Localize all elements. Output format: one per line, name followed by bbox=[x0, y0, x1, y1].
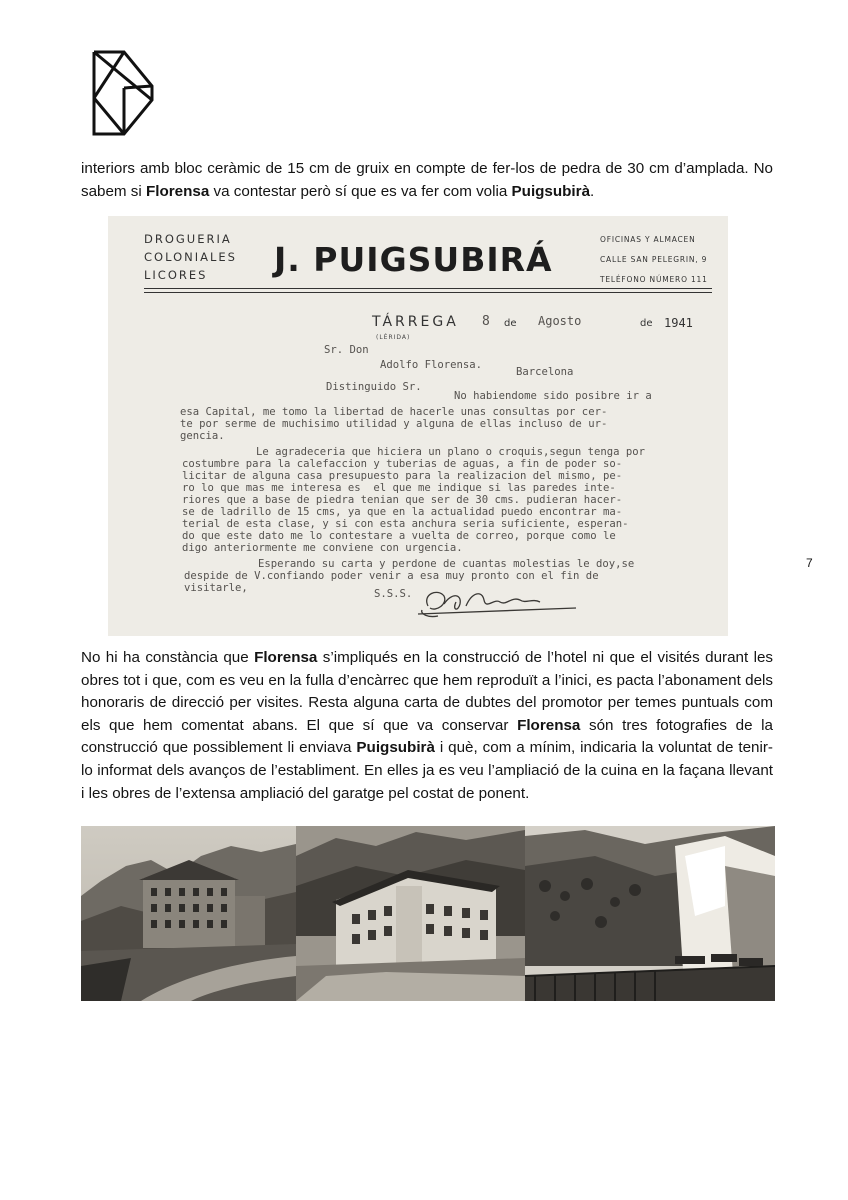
letter-line: do que este dato me lo contestare a vuelta de correo, porque como le bbox=[182, 530, 616, 542]
paragraph-intro: interiors amb bloc ceràmic de 15 cm de gruix en compte de fer-los de pedra de 30 cm d’amplada. No sabem si Florensa va contestar però sí que es va fer com volia Puigsubirà. bbox=[81, 160, 773, 200]
letter-line: esa Capital, me tomo la libertad de hacerle unas consultas por cer- bbox=[180, 406, 608, 418]
letter-date-day: 8 bbox=[482, 314, 490, 329]
letter-line: Distinguido Sr. bbox=[326, 381, 422, 393]
letter-line: costumbre para la calefaccion y tuberias de aguas, a fin de poder so- bbox=[182, 458, 623, 470]
letter-line: Sr. Don bbox=[324, 344, 369, 356]
letterhead-name: J. PUIGSUBIRÁ bbox=[274, 240, 553, 279]
letter-line: te por serme de muchisimo utilidad y alguna de ellas incluso de ur- bbox=[180, 418, 608, 430]
paragraph-construction: No hi ha constància que Florensa s’impliqués en la construcció de l’hotel ni que el visités durant les obres tot i que, com es veu en la fulla d’encàrrec que hem reproduït a l’inici, es pacta l’abonament dels honoraris de direcció per visites. Resta alguna carta de dubtes del promotor per temes puntuals com els que hem comentat abans. El que sí que va conservar Florensa són tres fotografies de la construcció que possiblement li enviava Puigsubirà i què, com a mínim, indicaria la voluntat de tenir-lo informat dels avanços de l’establiment. En elles ja es veu l’ampliació de la cuina en la façana llevant i les obres de l’extensa ampliació del garatge pel costat de ponent. bbox=[81, 649, 773, 802]
letter-line: No habiendome sido posibre ir a bbox=[454, 390, 652, 402]
letter-scan bbox=[108, 216, 728, 636]
letterhead-right: OFICINAS Y ALMACEN CALLE SAN PELEGRIN, 9 TELÉFONO NÚMERO 111 bbox=[600, 235, 708, 284]
letter-line: se de ladrillo de 15 cms, ya que en la actualidad puedo encontrar ma- bbox=[182, 506, 623, 518]
letterhead-rule bbox=[144, 288, 712, 293]
letter-line: riores que a base de piedra tenian que ser de 30 cms. pudieran hacer- bbox=[182, 494, 623, 506]
letter-line: digo anteriormente me conviene con urgencia. bbox=[182, 542, 463, 554]
signature-icon bbox=[408, 584, 578, 620]
letter-place: TÁRREGA bbox=[372, 314, 459, 330]
name-florensa: Florensa bbox=[254, 649, 318, 666]
letterhead-left: DROGUERIA COLONIALES LICORES bbox=[144, 232, 237, 282]
letter-line: terial de esta clase, y si con esta anchura seria suficiente, esperan- bbox=[182, 518, 629, 530]
photo-terrace bbox=[525, 826, 775, 1001]
name-florensa: Florensa bbox=[146, 182, 210, 200]
letter-date-month: Agosto bbox=[538, 314, 582, 328]
letter-line: Adolfo Florensa. bbox=[380, 359, 483, 371]
letter-line: gencia. bbox=[180, 430, 225, 442]
logo-icon bbox=[90, 48, 156, 138]
letter-date-de: de bbox=[640, 318, 653, 329]
letter-line: licitar de alguna casa presupuesto para la realizacion del mismo, pe- bbox=[182, 470, 623, 482]
letter-line: Le agradeceria que hiciera un plano o croquis,segun tenga por bbox=[256, 446, 646, 458]
letter-line: Barcelona bbox=[516, 366, 574, 378]
letter-date-de: de bbox=[504, 318, 517, 329]
photo-hotel-road bbox=[81, 826, 296, 1001]
letter-line: ro lo que mas me interesa es el que me indique si las paredes inte- bbox=[182, 482, 616, 494]
page-number: 7 bbox=[806, 556, 813, 570]
name-puigsubira: Puigsubirà bbox=[511, 182, 591, 200]
letter-line: Esperando su carta y perdone de cuantas molestias le doy,se bbox=[258, 558, 635, 570]
letter-place-sub: (LÉRIDA) bbox=[376, 334, 411, 341]
letter-date-year: 1941 bbox=[664, 316, 693, 330]
letter-line: S.S.S. bbox=[374, 588, 413, 600]
letter-line: visitarle, bbox=[184, 582, 248, 594]
photo-hotel-facade bbox=[296, 826, 525, 1001]
name-florensa: Florensa bbox=[517, 716, 581, 734]
name-puigsubira: Puigsubirà bbox=[356, 739, 435, 757]
letter-line: despide de V.confiando poder venir a esa muy pronto con el fin de bbox=[184, 570, 599, 582]
